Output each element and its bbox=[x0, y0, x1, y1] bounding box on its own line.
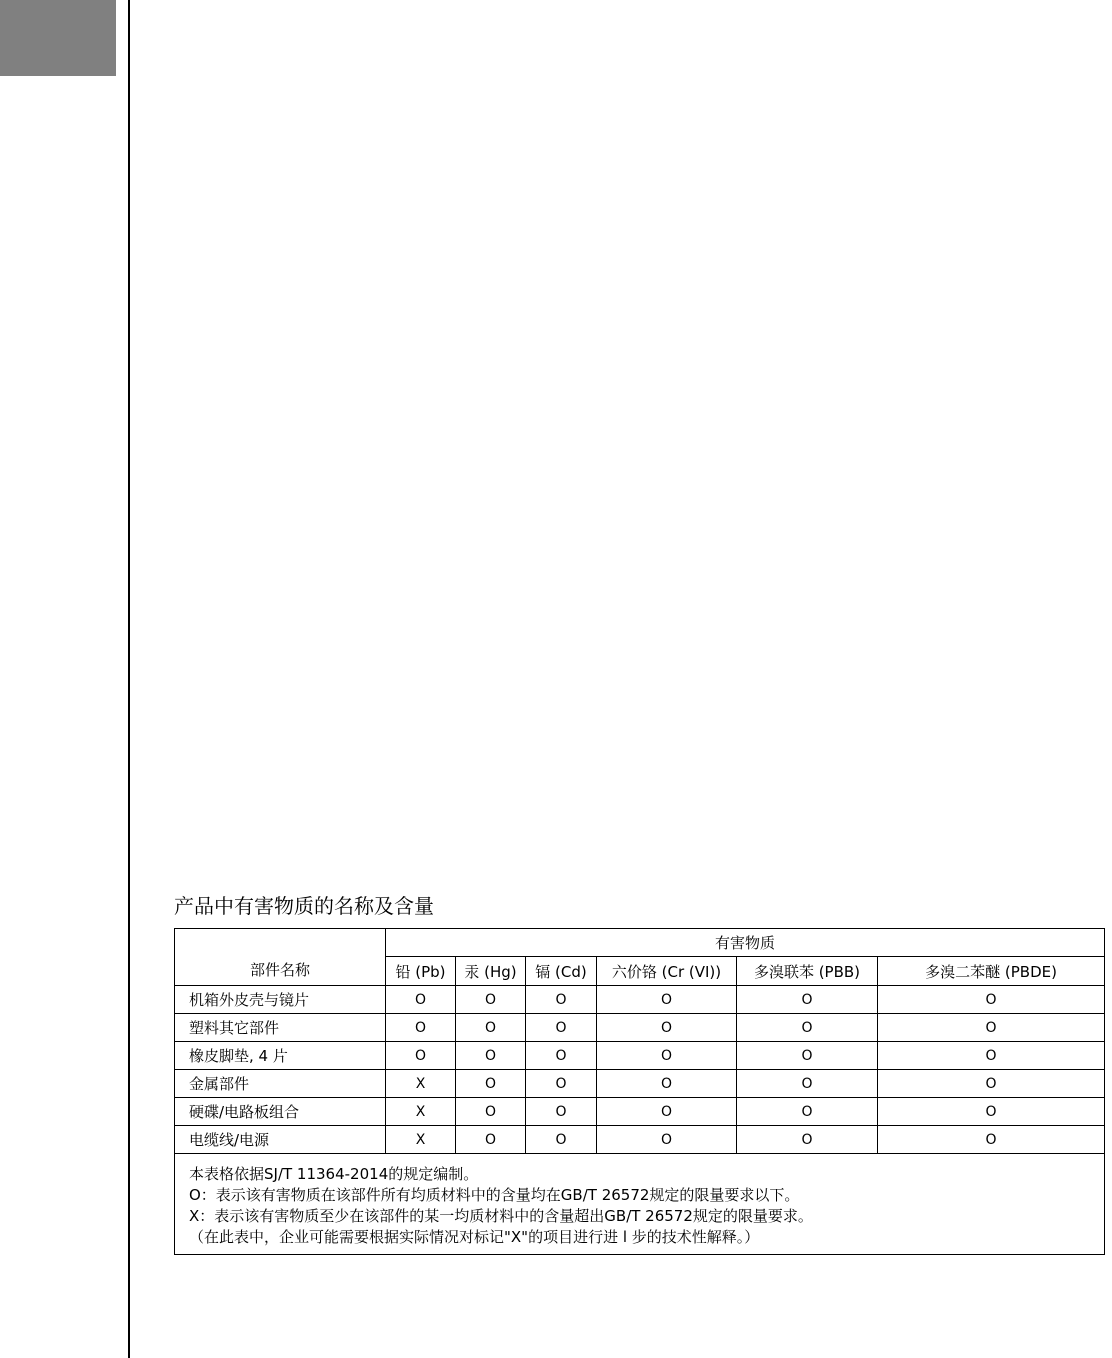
hazardous-substances-table bbox=[174, 928, 1105, 1255]
mark-cell: O bbox=[597, 1070, 737, 1098]
part-name: 机箱外皮壳与镜片 bbox=[175, 986, 386, 1014]
note-standard: 本表格依据SJ/T 11364-2014的规定编制。 bbox=[189, 1165, 479, 1183]
table-row bbox=[175, 1014, 1105, 1042]
page-corner-tab bbox=[0, 0, 116, 76]
table-row bbox=[175, 1042, 1105, 1070]
table-row bbox=[175, 1126, 1105, 1154]
mark-cell: O bbox=[456, 1070, 526, 1098]
substance-header-pbb: 多溴联苯 (PBB) bbox=[737, 957, 878, 986]
mark-cell: O bbox=[737, 986, 878, 1014]
mark-cell: O bbox=[878, 986, 1105, 1014]
mark-cell: O bbox=[878, 1070, 1105, 1098]
mark-cell: X bbox=[386, 1070, 456, 1098]
note-o-legend: O：表示该有害物质在该部件所有均质材料中的含量均在GB/T 26572规定的限量要求以下。 bbox=[189, 1186, 800, 1204]
mark-cell: O bbox=[386, 1014, 456, 1042]
notes-cell bbox=[175, 1154, 1105, 1255]
header-row-group bbox=[175, 929, 1105, 957]
substance-header-cr6: 六价铬 (Cr (VI)) bbox=[597, 957, 737, 986]
mark-cell: O bbox=[878, 1042, 1105, 1070]
note-x-legend: X：表示该有害物质至少在该部件的某一均质材料中的含量超出GB/T 26572规定的限量要求。 bbox=[189, 1207, 813, 1225]
part-name: 橡皮脚垫, 4 片 bbox=[175, 1042, 386, 1070]
mark-cell: O bbox=[386, 1042, 456, 1070]
substance-header-cd: 镉 (Cd) bbox=[526, 957, 597, 986]
notes-row bbox=[175, 1154, 1105, 1255]
mark-cell: O bbox=[597, 1098, 737, 1126]
mark-cell: O bbox=[526, 1098, 597, 1126]
mark-cell: O bbox=[456, 1042, 526, 1070]
mark-cell: O bbox=[737, 1126, 878, 1154]
part-name-header: 部件名称 bbox=[175, 929, 386, 986]
substance-header-pb: 铅 (Pb) bbox=[386, 957, 456, 986]
mark-cell: O bbox=[597, 1014, 737, 1042]
mark-cell: O bbox=[456, 986, 526, 1014]
section-title: 产品中有害物质的名称及含量 bbox=[174, 894, 434, 918]
mark-cell: O bbox=[737, 1098, 878, 1126]
part-name: 电缆线/电源 bbox=[175, 1126, 386, 1154]
mark-cell: O bbox=[526, 1042, 597, 1070]
table-row bbox=[175, 1070, 1105, 1098]
mark-cell: O bbox=[878, 1014, 1105, 1042]
substance-header-pbde: 多溴二苯醚 (PBDE) bbox=[878, 957, 1105, 986]
mark-cell: X bbox=[386, 1098, 456, 1126]
mark-cell: O bbox=[526, 1126, 597, 1154]
mark-cell: O bbox=[737, 1014, 878, 1042]
part-name: 金属部件 bbox=[175, 1070, 386, 1098]
table-row bbox=[175, 986, 1105, 1014]
mark-cell: O bbox=[737, 1042, 878, 1070]
mark-cell: X bbox=[386, 1126, 456, 1154]
mark-cell: O bbox=[878, 1126, 1105, 1154]
mark-cell: O bbox=[456, 1014, 526, 1042]
mark-cell: O bbox=[597, 1126, 737, 1154]
part-name: 硬碟/电路板组合 bbox=[175, 1098, 386, 1126]
note-explanation: （在此表中，企业可能需要根据实际情况对标记"X"的项目进行进 l 步的技术性解释。） bbox=[189, 1228, 760, 1246]
mark-cell: O bbox=[386, 986, 456, 1014]
table-row bbox=[175, 1098, 1105, 1126]
mark-cell: O bbox=[456, 1098, 526, 1126]
hazardous-substances-table-wrap bbox=[174, 928, 1104, 1255]
substance-header-hg: 汞 (Hg) bbox=[456, 957, 526, 986]
mark-cell: O bbox=[597, 1042, 737, 1070]
mark-cell: O bbox=[526, 1014, 597, 1042]
mark-cell: O bbox=[526, 986, 597, 1014]
part-name: 塑料其它部件 bbox=[175, 1014, 386, 1042]
mark-cell: O bbox=[878, 1098, 1105, 1126]
mark-cell: O bbox=[597, 986, 737, 1014]
margin-rule bbox=[128, 0, 130, 1358]
mark-cell: O bbox=[456, 1126, 526, 1154]
mark-cell: O bbox=[737, 1070, 878, 1098]
mark-cell: O bbox=[526, 1070, 597, 1098]
hazardous-substances-header: 有害物质 bbox=[386, 929, 1105, 957]
